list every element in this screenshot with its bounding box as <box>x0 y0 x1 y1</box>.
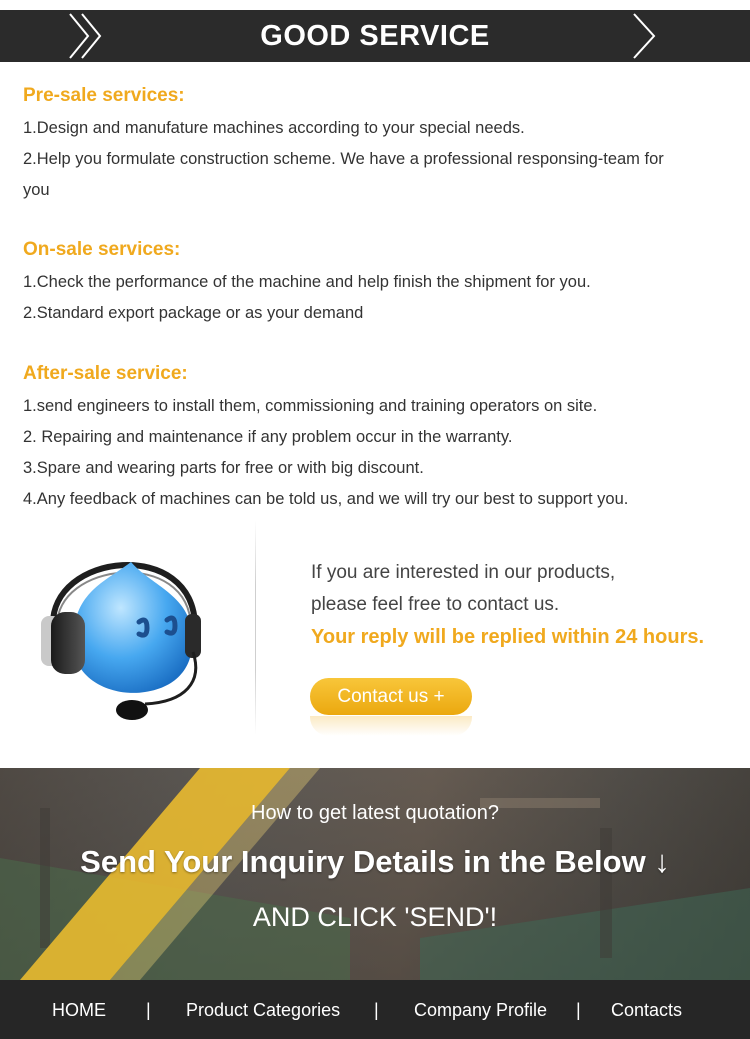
on-sale-line: 1.Check the performance of the machine and help finish the shipment for you. <box>23 273 591 291</box>
contact-message <box>311 557 615 621</box>
reply-promise: Your reply will be replied within 24 hours. <box>311 626 705 648</box>
customer-service-headset-icon <box>35 532 215 727</box>
nav-separator: | <box>576 1000 581 1020</box>
promo-headline: Send Your Inquiry Details in the Below ↓ <box>80 844 670 879</box>
nav-separator: | <box>374 1000 379 1020</box>
on-sale-title: On-sale services: <box>23 239 181 260</box>
contact-line: If you are interested in our products, <box>311 562 616 583</box>
contact-line: please feel free to contact us. <box>311 594 560 615</box>
pre-sale-line: you <box>23 181 50 199</box>
after-sale-line: 2. Repairing and maintenance if any problem occur in the warranty. <box>23 428 513 446</box>
on-sale-line: 2.Standard export package or as your demand <box>23 304 364 322</box>
nav-contacts[interactable]: Contacts <box>611 1000 683 1020</box>
chevron-right-icon <box>620 10 680 62</box>
nav-home[interactable]: HOME <box>52 1000 106 1020</box>
promo-question: How to get latest quotation? <box>251 802 499 824</box>
after-sale-title: After-sale service: <box>23 363 188 384</box>
pre-sale-section <box>23 83 733 206</box>
footer-nav <box>0 980 750 1039</box>
pre-sale-line: 2.Help you formulate construction scheme. We have a professional responsing-team for <box>23 150 664 168</box>
section-header-banner <box>0 10 750 62</box>
after-sale-line: 1.send engineers to install them, commissioning and training operators on site. <box>23 397 598 415</box>
nav-product-categories[interactable]: Product Categories <box>186 1000 341 1020</box>
after-sale-line: 3.Spare and wearing parts for free or with big discount. <box>23 459 424 477</box>
after-sale-section <box>23 361 733 515</box>
nav-separator: | <box>146 1000 151 1020</box>
nav-company-profile[interactable]: Company Profile <box>414 1000 548 1020</box>
after-sale-line: 4.Any feedback of machines can be told us, and we will try our best to support you. <box>23 490 629 508</box>
button-reflection <box>310 716 472 736</box>
on-sale-section <box>23 237 733 329</box>
page-title: GOOD SERVICE <box>260 20 490 52</box>
vertical-divider <box>255 520 256 735</box>
contact-us-button[interactable]: Contact us + <box>310 678 472 715</box>
pre-sale-line: 1.Design and manufature machines according to your special needs. <box>23 119 525 137</box>
promo-call-to-action: AND CLICK 'SEND'! <box>252 902 498 932</box>
pre-sale-title: Pre-sale services: <box>23 85 185 106</box>
inquiry-promo-banner <box>0 768 750 980</box>
